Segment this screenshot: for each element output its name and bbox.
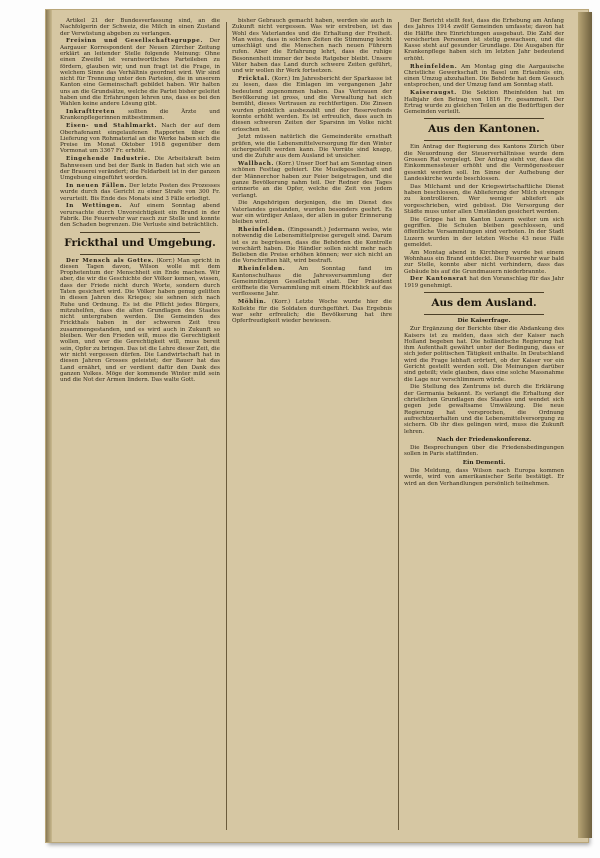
article-paragraph: [60, 258, 220, 384]
article-lead: Rheinfelden.: [238, 266, 286, 273]
article-subhead: Ein Dementi.: [462, 459, 506, 466]
article-paragraph: Das Milchamt und der Kriegswirtschaftliche Dienst haben beschlossen, die Ablieferung der Milch strenger zu kontrollieren. Wer weniger abliefert als vorgeschrieben, wird gebüsst. Die Versorgung der Städte muss unter allen Umständen gesichert werden.: [404, 183, 564, 215]
section-headline: Frickthal und Umgebung.: [64, 236, 216, 249]
article-lead: Kaiseraugst.: [410, 90, 457, 97]
article-paragraph: [60, 123, 220, 154]
article-paragraph: [232, 266, 392, 297]
article-text: (Korr.) Unser Dorf hat am Sonntag einen schönen Festtag gefeiert. Die Musikgesellschaft und der Männerchor haben zur Feier beigetragen, und die ganze Bevölkerung nahm teil. Der Redner des Tages erinnerte an die Opfer, welche die Zeit von jedem verlangt.: [232, 161, 392, 199]
article-text: (Korr.) Im Jahresbericht der Sparkasse ist zu lesen, dass die Einlagen im vergangenen Jahr bedeutend zugenommen haben. Das Vertrauen der Bevölkerung ist gross, und die Verwaltung hat sich bemüht, dieses Vertrauen zu rechtfertigen. Die Zinsen wurden pünktlich ausbezahlt und der Reservefonds konnte erhöht werden. Es ist erfreulich, dass auch in diesen schweren Zeiten der Sparsinn im Volke nicht erloschen ist.: [232, 76, 392, 133]
article-text: Am Montag ging die Aargauische Christliche Gewerkschaft in Basel um Erlaubnis ein, einen Umzug abzuhalten. Die Behörde hat dem Gesuch entsprochen, und der Umzug fand am Sonntag statt.: [404, 63, 564, 89]
article-lead: Eingehende Industrie.: [66, 156, 151, 163]
article-paragraph: Am Montag abend in Kirchberg wurde bei einem Wohnhaus ein Brand entdeckt. Die Feuerwehr war bald zur Stelle, konnte aber nicht verhindern, dass das Gebäude bis auf die Grundmauern niederbrannte.: [404, 249, 564, 275]
article-lead: In Wettingen.: [66, 203, 123, 210]
column-fade: [404, 814, 564, 834]
article-paragraph: Die Meldung, dass Wilson nach Europa kommen werde, wird von amerikanischer Seite bestätigt. Er wird an den Verhandlungen persönlich teilnehmen.: [404, 468, 564, 487]
article-text: Am Sonntag fand im Kantonschulhaus die Jahresversammlung der Gemeinnützigen Gesellschaft statt. Der Präsident eröffnete die Versammlung mit einem Rückblick auf das verflossene Jahr.: [232, 266, 392, 298]
article-subhead: Nach der Friedenskonferenz.: [436, 436, 532, 443]
article-lead: Wallbach.: [238, 161, 275, 168]
section-divider: [424, 140, 544, 141]
section-divider: [424, 314, 544, 315]
section-headline: Aus dem Ausland.: [431, 296, 537, 309]
article-text: sollten die Ärzte und Krankenpflegerinnen mitbestimmen.: [60, 109, 220, 122]
article-paragraph: [404, 64, 564, 89]
page-edge: [578, 12, 592, 838]
article-lead: Der Mensch als Gottes.: [66, 257, 155, 264]
article-paragraph: Die Stellung des Zentrums ist durch die Erklärung der Germania bekannt. Es verlangt die Erhaltung der christlichen Grundlagen des Staates und wendet sich gegen jede gewaltsame Umwälzung. Die neue Regierung hat versprochen, die Ordnung aufrechtzuerhalten und die Lebensmittelversorgung zu sichern. Ob ihr dies gelingen wird, muss die Zukunft lehren.: [404, 384, 564, 435]
article-text: (Korr.) Letzte Woche wurde hier die Kollekte für die Soldaten durchgeführt. Das Ergebnis war sehr erfreulich; die Bevölkerung hat ihre Opferfreudigkeit wieder bewiesen.: [232, 299, 392, 325]
text-columns: [60, 18, 566, 834]
article-text: Nach der auf dem Oberhafenamt eingelaufenen Rapporten über die Lieferung von Rohmaterial an die Werke haben sich die Preise im Monat Oktober 1918 gegenüber dem Vormonat um 3367 Fr. erhöht.: [60, 123, 220, 155]
article-text: hat den Voranschlag für das Jahr 1919 genehmigt.: [404, 276, 564, 289]
article-lead: Fricktal.: [238, 76, 270, 83]
article-paragraph: Die Besprechungen über die Friedensbedingungen sollen in Paris stattfinden.: [404, 445, 564, 458]
article-lead: Freisinn und Gesellschaftsgruppe.: [66, 38, 204, 45]
article-paragraph: Jetzt müssen natürlich die Gemeinderäte ernsthaft prüfen, wie die Lebensmittelversorgung für den Winter sichergestellt werden kann. Die Vorräte sind knapp, und die Zufuhr aus dem Ausland ist unsicher.: [232, 134, 392, 160]
article-subhead: Die Kaiserfrage.: [457, 317, 511, 324]
column-3: [404, 18, 564, 834]
article-paragraph: [404, 276, 564, 289]
article-text: Auf einem Sonntag abend verursachte durch Unvorsichtigkeit ein Brand in der Fabrik. Die Feuerwehr war rasch zur Stelle und konnte den Schaden begrenzen. Die Verluste sind beträchtlich.: [60, 203, 220, 229]
section-headline: Aus den Kantonen.: [428, 123, 540, 136]
article-paragraph: Zur Ergänzung der Berichte über die Abdankung des Kaisers ist zu melden, dass sich der Kaiser nach Holland begeben hat. Die holländische Regierung hat ihm Aufenthalt gewährt unter der Bedingung, dass er sich jeder politischen Tätigkeit enthalte. In Deutschland wird die Frage lebhaft erörtert, ob der Kaiser vor ein Gericht gestellt werden soll. Die Meinungen darüber sind geteilt; viele glauben, dass eine solche Massnahme die Lage nur verschlimmern würde.: [404, 326, 564, 383]
article-paragraph: [404, 90, 564, 115]
article-paragraph: [60, 203, 220, 228]
article-text: Die Sektion Rheinfelden hat im Halbjahr den Betrag von 1816 Fr. gesammelt. Der Ertrag wurde zu gleichen Teilen an die Bedürftigen der Gemeinden verteilt.: [404, 90, 564, 116]
article-paragraph: Artikel 21 der Bundesverfassung sind, an die Nachfolgerin der Schweiz, die Milch in einen Zustand der Verwüstung abgeben zu verlangen.: [60, 18, 220, 37]
article-text: Der Aargauer Korrespondent der Neuen Zürcher Zeitung erklärt an leitender Stelle folgende Meinung: Ohne einen Zweifel ist verantwortliches Parteileben zu fördern, glauben wir, und nun fragt ist die Frage, in welchem Sinne das Verhältnis geordnet wird. Wir sind nicht für Trennung unter den Parteien, die in unserem Kanton eine Gemeinschaft gebildet haben. Wir halten uns an die Grundsätze, welche die Partei bisher geleitet haben und die Erfahrungen lehren uns, dass es bei den Wahlen keine andere Lösung gibt.: [60, 38, 220, 108]
column-fade: [60, 814, 220, 834]
article-lead: Möhlin.: [238, 299, 267, 306]
article-paragraph: Ein Antrag der Regierung des Kantons Zürich über die Neuordnung der Steuerverhältnisse wurde dem Grossen Rat vorgelegt. Der Antrag sieht vor, dass die Einkommenssteuer erhöht und die Vermögenssteuer gesenkt werden soll. Im Sinne der Aufhebung der Landeskirche wurde beschlossen.: [404, 144, 564, 182]
column-rule: [398, 22, 399, 830]
section-divider: [80, 254, 200, 255]
section-divider: [424, 292, 544, 293]
article-paragraph: [60, 38, 220, 107]
column-fade: [232, 814, 392, 834]
article-lead: In neuen Fällen.: [66, 182, 128, 189]
article-paragraph: [60, 183, 220, 202]
article-text: Der letzte Posten des Prozesses wurde durch das Gericht zu einer Strafe von 300 Fr. verurteilt. Bis Ende des Monats sind 3 Fälle erledigt.: [60, 182, 220, 202]
article-paragraph: [60, 156, 220, 181]
article-text: Die Arbeitskraft beim Bahnwesen und bei der Bank in Baden hat sich wie an der Brauerei verändert; die Feldarbeit ist in der ganzen Umgebung eingeführt worden.: [60, 156, 220, 182]
page-spine: [46, 10, 52, 842]
article-paragraph: Der Bericht stellt fest, dass die Erhebung am Anfang des Jahres 1914 zwölf Gemeinden umfasste; davon hat die Hälfte ihre Einrichtungen ausgebaut. Die Zahl der versicherten Personen ist stetig gewachsen, und die Kasse steht auf gesunder Grundlage. Die Ausgaben für Krankenpflege haben sich im letzten Jahr bedeutend erhöht.: [404, 18, 564, 62]
article-paragraph: [232, 76, 392, 133]
column-rule: [226, 22, 227, 830]
article-paragraph: Die Grippe hat im Kanton Luzern weiter um sich gegriffen. Die Schulen bleiben geschlossen, und öffentliche Versammlungen sind verboten. In der Stadt Luzern wurden in der letzten Woche 43 neue Fälle gemeldet.: [404, 216, 564, 248]
article-paragraph: [232, 299, 392, 324]
section-divider: [80, 232, 200, 233]
article-lead: Der Kantonsrat: [410, 276, 468, 283]
article-text: (Korr.) Man spricht in diesen Tagen davon, Wilson wolle mit dem Prophetentum der Menschheit ein Ende machen. Wir aber, die wir die Geschichte der Völker kennen, wissen, dass der Friede nicht durch Worte, sondern durch Taten gesichert wird. Die Völker haben genug gelitten in diesen Jahren des Krieges; sie sehnen sich nach Ruhe und Ordnung. Es ist die Pflicht jedes Bürgers, mitzuhelfen, dass die alten Grundlagen des Staates nicht untergraben werden. Die Gemeinden des Frickthals haben in der schweren Zeit treu zusammengestanden, und es wird auch in Zukunft so bleiben. Wer den Frieden will, muss die Gerechtigkeit wollen, und wer die Gerechtigkeit will, muss bereit sein, Opfer zu bringen. Das ist die Lehre dieser Zeit, die wir nicht vergessen dürfen. Die Landwirtschaft hat in diesen Jahren Grosses geleistet; der Bauer hat das Land ernährt, und er verdient dafür den Dank des ganzen Volkes. Möge der kommende Winter mild sein und die Not der Armen lindern. Das walte Gott.: [60, 257, 220, 384]
article-lead: Eisen- und Stahlmarkt.: [66, 123, 158, 130]
column-2: [232, 18, 392, 834]
article-lead: Rheinfelden.: [410, 63, 458, 70]
column-1: [60, 18, 220, 834]
article-paragraph: [232, 227, 392, 265]
article-paragraph: Die Angehörigen derjenigen, die im Dienst des Vaterlandes gestanden, wurden besonders geehrt. Es war ein würdiger Anlass, der allen in guter Erinnerung bleiben wird.: [232, 200, 392, 226]
article-paragraph: bisher Gebrauch gemacht haben, werden sie auch in Zukunft nicht vergessen. Was wir erstreben, ist das Wohl des Vaterlandes und die Erhaltung der Freiheit. Man weiss, dass in solchen Zeiten die Stimmung leicht umschlägt und die Menschen nach neuen Führern rufen. Aber die Erfahrung lehrt, dass die ruhige Besonnenheit immer der beste Ratgeber bleibt. Unsere Väter haben das Land durch schwere Zeiten geführt, und wir wollen ihr Werk fortsetzen.: [232, 18, 392, 75]
article-paragraph: [60, 109, 220, 122]
article-lead: Inkrafttreten: [66, 109, 116, 116]
section-divider: [424, 118, 544, 119]
article-text: (Eingesandt.) Jedermann weiss, wie notwendig die Lebensmittelpreise geregelt sind. Darum ist es zu begrüssen, dass die Behörden die Kontrolle verschärft haben. Die Händler sollen nicht mehr nach Belieben die Preise erhöhen können; wer sich nicht an die Vorschriften hält, wird bestraft.: [232, 227, 392, 265]
article-lead: Rheinfelden.: [238, 227, 286, 233]
article-paragraph: [232, 161, 392, 199]
